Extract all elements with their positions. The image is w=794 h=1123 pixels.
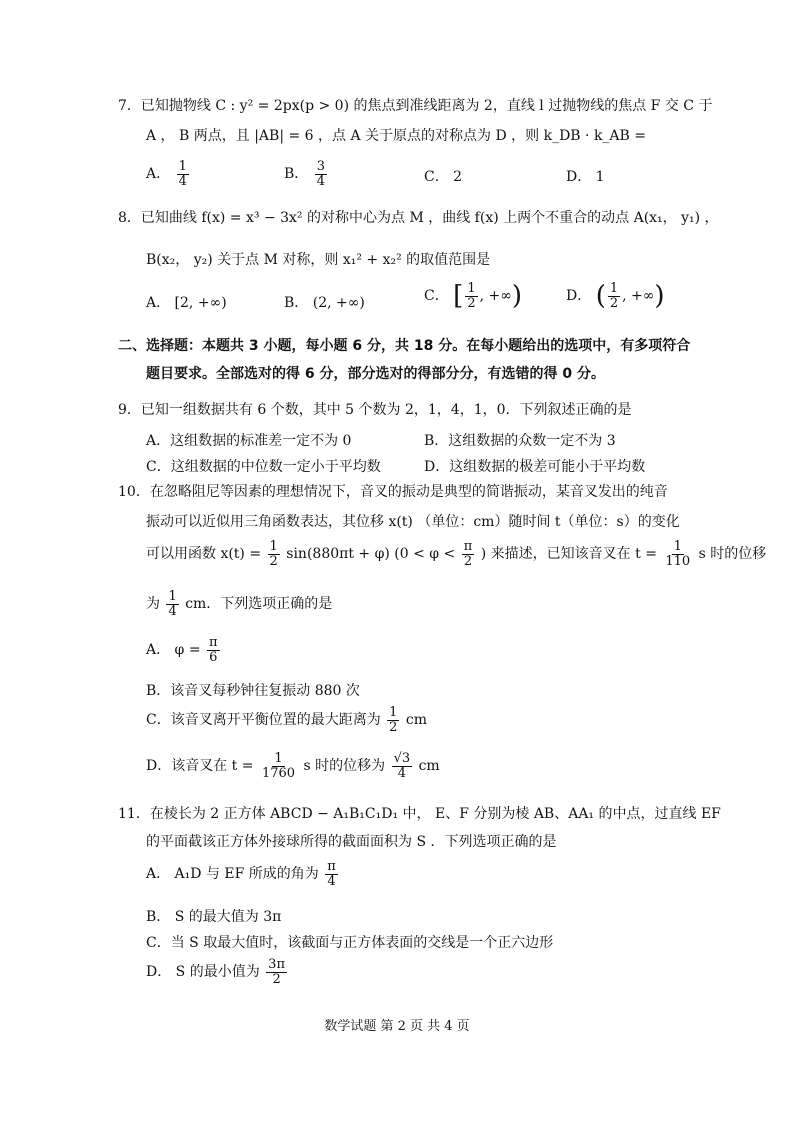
numerator: 1 — [673, 539, 682, 554]
fraction — [465, 282, 477, 310]
q11-stem-line1: 11．在棱长为 2 正方体 ABCD − A₁B₁C₁D₁ 中， E、F 分别为棱 AB、AA₁ 的中点，过直线 EF — [118, 806, 721, 822]
q8-option-d — [566, 282, 665, 310]
q7-option-d: D． 1 — [566, 169, 605, 185]
text-run: s 时的位移为 — [303, 758, 386, 775]
denominator: 2 — [463, 553, 473, 569]
fraction — [207, 636, 220, 664]
q11-option-a — [146, 860, 340, 888]
option-label: A． — [146, 166, 171, 183]
text-run: s 时的位移 — [698, 546, 767, 563]
q7-option-a — [146, 160, 191, 188]
option-label: D． — [566, 288, 592, 305]
q10-stem-line1: 10．在忽略阻尼等因素的理想情况下，音叉的振动是典型的简谐振动，某音叉发出的纯音 — [118, 484, 668, 500]
option-label: C． — [424, 288, 449, 305]
q10-option-b: B．该音叉每秒钟往复振动 880 次 — [146, 683, 360, 699]
page-footer: 数学试题 第 2 页 共 4 页 — [324, 1019, 470, 1034]
q7-stem-line1: 7．已知抛物线 C : y² = 2px(p > 0) 的焦点到准线距离为 2，直线 l 过抛物线的焦点 F 交 C 于 — [118, 98, 713, 114]
fraction — [392, 752, 413, 780]
q8-stem-line2: B(x₂， y₂) 关于点 M 对称，则 x₁² + x₂² 的取值范围是 — [146, 252, 491, 268]
denominator: 2 — [269, 553, 278, 569]
numerator: 1 — [389, 705, 398, 720]
q11-option-d — [146, 958, 289, 986]
right-paren-icon: ) — [654, 281, 665, 312]
q11-stem-line2: 的平面截该正方体外接球所得的截面面积为 S ．下列选项正确的是 — [146, 834, 557, 850]
denominator: 1760 — [261, 765, 296, 781]
q7-option-c: C． 2 — [424, 169, 463, 185]
fraction — [260, 752, 297, 780]
q9-option-b: B．这组数据的众数一定不为 3 — [424, 433, 616, 449]
q9-stem: 9．已知一组数据共有 6 个数，其中 5 个数为 2，1，4，1，0．下列叙述正确的是 — [118, 402, 632, 418]
text-run: sin(880πt + φ) (0 < φ < — [286, 546, 456, 563]
q8-option-a: A． [2, +∞) — [146, 295, 227, 311]
option-label: D． S 的最小值为 — [146, 964, 260, 981]
fraction — [462, 540, 475, 568]
unit: cm — [418, 758, 440, 775]
option-label: A． A₁D 与 EF 所成的角为 — [146, 866, 319, 883]
option-label: D．该音叉在 t = — [146, 758, 254, 775]
q8-stem-line1: 8．已知曲线 f(x) = x³ − 3x² 的对称中心为点 M ，曲线 f(x) 上两个不重合的动点 A(x₁， y₁) ， — [118, 210, 719, 226]
numerator: 1 — [269, 539, 278, 554]
text-run: 可以用函数 x(t) = — [146, 546, 262, 563]
q10-option-c — [146, 706, 427, 734]
q11-option-b: B． S 的最大值为 3π — [146, 909, 282, 925]
denominator: 110 — [665, 553, 691, 569]
denominator: 4 — [327, 873, 336, 889]
right-paren-icon: ) — [511, 281, 523, 312]
numerator: √3 — [393, 751, 411, 766]
numerator: π — [209, 635, 218, 650]
numerator: 1 — [467, 281, 476, 296]
interval-tail: , +∞ — [622, 288, 655, 305]
fraction — [663, 540, 692, 568]
q10-stem-line2: 振动可以近似用三角函数表达，其位移 x(t) （单位：cm）随时间 t（单位：s）的变化 — [146, 514, 680, 530]
fraction — [266, 958, 287, 986]
denominator: 4 — [178, 173, 187, 189]
fraction — [387, 706, 399, 734]
q10-option-d — [146, 752, 440, 780]
q8-option-b: B． (2, +∞) — [284, 295, 365, 311]
interval-tail: , +∞ — [479, 288, 512, 305]
fraction — [325, 860, 338, 888]
fraction — [166, 590, 178, 618]
text-run: 为 — [146, 596, 160, 613]
numerator: π — [327, 859, 336, 874]
numerator: 3π — [268, 957, 285, 972]
numerator: 3 — [316, 159, 326, 174]
unit: cm — [405, 712, 428, 729]
numerator: 1 — [168, 589, 177, 604]
q9-option-c: C．这组数据的中位数一定小于平均数 — [146, 459, 381, 475]
numerator: 1 — [609, 281, 619, 296]
q7-stem-line2: A ， B 两点，且 |AB| = 6 ，点 A 关于原点的对称点为 D ，则 k_DB · k_AB = — [146, 128, 647, 144]
left-bracket-icon: [ — [453, 281, 464, 312]
q7-option-b — [284, 160, 329, 188]
section2-heading-line2: 题目要求。全部选对的得 6 分，部分选对的得部分分，有选错的得 0 分。 — [146, 366, 605, 382]
text-run: ) 来描述，已知该音叉在 t = — [480, 546, 657, 563]
denominator: 2 — [609, 295, 619, 311]
fraction — [177, 160, 189, 188]
q10-stem-line3 — [146, 540, 766, 568]
numerator: 1 — [274, 751, 283, 766]
numerator: π — [463, 539, 473, 554]
q10-stem-line4 — [146, 590, 332, 618]
q11-option-c: C．当 S 取最大值时，该截面与正方体表面的交线是一个正六边形 — [146, 935, 554, 951]
q10-option-a — [146, 636, 222, 664]
q9-option-d: D．这组数据的极差可能小于平均数 — [424, 459, 646, 475]
denominator: 4 — [397, 765, 406, 781]
fraction — [608, 282, 620, 310]
denominator: 2 — [389, 719, 398, 735]
denominator: 6 — [209, 649, 218, 665]
fraction — [268, 540, 280, 568]
denominator: 2 — [272, 971, 281, 987]
fraction — [315, 160, 327, 188]
q9-option-a: A．这组数据的标准差一定不为 0 — [146, 433, 352, 449]
denominator: 4 — [168, 603, 177, 619]
text-run: cm．下列选项正确的是 — [185, 596, 333, 613]
denominator: 4 — [316, 173, 326, 189]
denominator: 2 — [467, 295, 476, 311]
option-label: B． — [284, 166, 309, 183]
option-label: C．该音叉离开平衡位置的最大距离为 — [146, 712, 381, 729]
left-paren-icon: ( — [595, 281, 606, 312]
section2-heading-line1: 二、选择题：本题共 3 小题，每小题 6 分，共 18 分。在每小题给出的选项中，有多项符合 — [118, 338, 691, 354]
numerator: 1 — [178, 159, 187, 174]
q8-option-c — [424, 282, 522, 310]
option-label: A． φ = — [146, 642, 201, 659]
